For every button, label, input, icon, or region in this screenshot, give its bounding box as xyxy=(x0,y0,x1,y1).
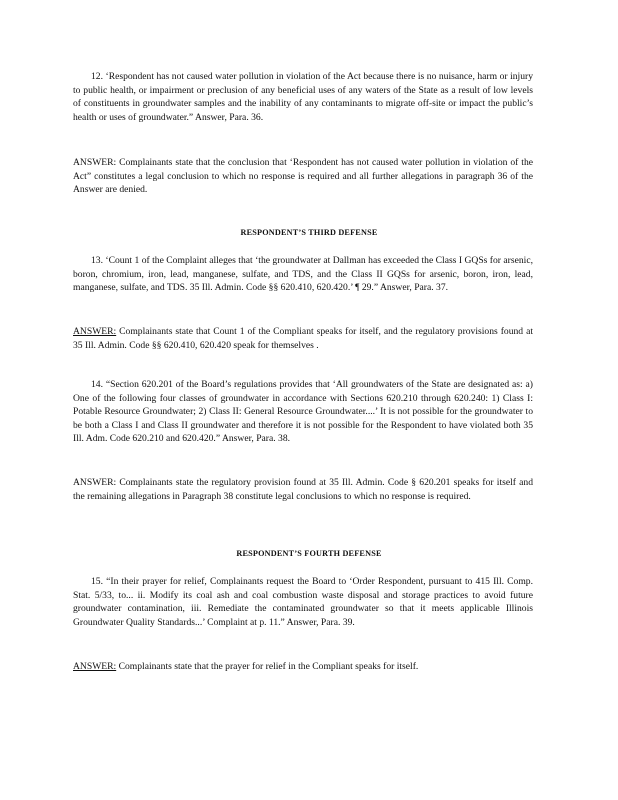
answer-15-text: Complainants state that the prayer for relief in the Compliant speaks for itself. xyxy=(116,661,419,672)
paragraph-12: 12. ‘Respondent has not caused water pollution in violation of the Act because there is no nuisance, harm or injury to public health, or impairment or preclusion of any beneficial uses of any waters of the State as a result of low levels of constituents in groundwater samples and the inability of any contaminants to migrate off-site or impact the public’s health or uses of groundwater.” Answer, Para. 36. xyxy=(73,71,533,123)
paragraph-15: 15. “In their prayer for relief, Complainants request the Board to ‘Order Respondent, pursuant to 415 Ill. Comp. Stat. 5/33, to... ii. Modify its coal ash and coal combustion waste disposal and storage practices to avoid future groundwater contamination, iii. Remediate the contaminated groundwater so that it meets applicable Illinois Groundwater Quality Standards...’ Complaint at p. 11.” Answer, Para. 39. xyxy=(73,576,533,628)
answer-14: ANSWER: Complainants state the regulatory provision found at 35 Ill. Admin. Code § 620.201 speaks for itself and the remaining allegations in Paragraph 38 constitute legal conclusions to which no response is required. xyxy=(73,477,533,502)
heading-third-defense: RESPONDENT’S THIRD DEFENSE xyxy=(240,228,378,237)
answer-12: ANSWER: Complainants state that the conclusion that ‘Respondent has not caused water pollution in violation of the Act” constitutes a legal conclusion to which no response is required and all further allegations in paragraph 36 of the Answer are denied. xyxy=(73,157,533,196)
answer-15 xyxy=(73,660,533,674)
paragraph-13: 13. ‘Count 1 of the Complaint alleges that ‘the groundwater at Dallman has exceeded the Class I GQSs for arsenic, boron, chromium, iron, lead, manganese, sulfate, and TDS, and the Class II GQSs for arsenic, boron, iron, lead, manganese, sulfate, and TDS. 35 Ill. Admin. Code §§ 620.410, 620.420.’ ¶ 29.” Answer, Para. 37. xyxy=(73,255,533,294)
answer-label: ANSWER: xyxy=(73,326,117,337)
answer-label: ANSWER: xyxy=(73,661,117,672)
heading-fourth-defense: RESPONDENT’S FOURTH DEFENSE xyxy=(236,549,382,558)
answer-13 xyxy=(73,325,533,352)
answer-13-text: Complainants state that Count 1 of the Compliant speaks for itself, and the regulatory provisions found at 35 Ill. Admin. Code §§ 620.410, 620.420 speak for themselves . xyxy=(73,326,533,351)
paragraph-14: 14. “Section 620.201 of the Board’s regulations provides that ‘All groundwaters of the State are designated as: a) One of the following four classes of groundwater in accordance with Sections 620.210 through 620.240: 1) Class I: Potable Resource Groundwater; 2) Class II: General Resource Groundwater....’ It is not possible for the groundwater to be both a Class I and Class II groundwater and therefore it is not possible for the Respondent to have violated both 35 Ill. Adm. Code 620.210 and 620.420.” Answer, Para. 38. xyxy=(73,379,533,445)
